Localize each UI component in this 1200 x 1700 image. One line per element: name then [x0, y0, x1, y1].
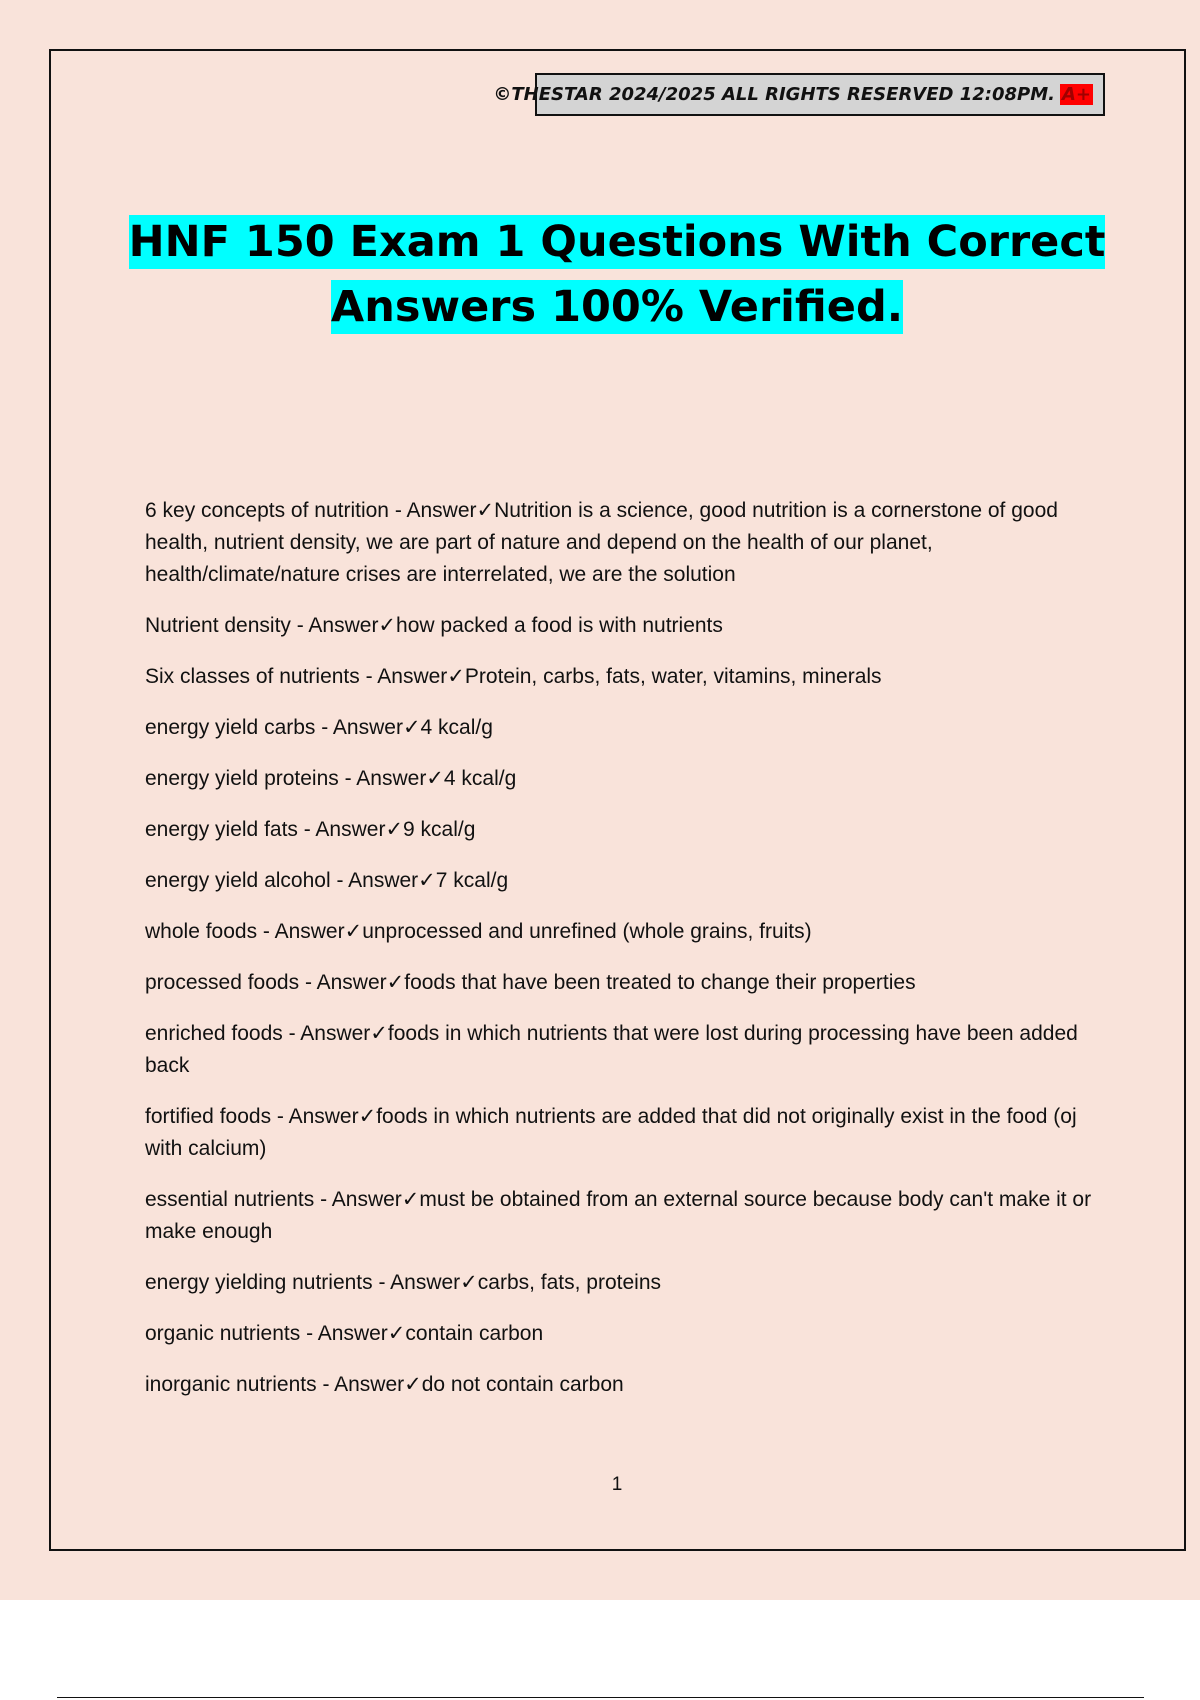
qa-answer: Nutrition is a science, good nutrition is a cornerstone of good health, nutrient density, we are part of nature and depend on the health of our planet, health/climate/nature crises are interrelated, we are the solution [145, 499, 1058, 586]
qa-answer: foods that have been treated to change their properties [404, 971, 916, 994]
qa-answer: must be obtained from an external source because body can't make it or make enough [145, 1188, 1092, 1243]
answer-marker: - Answer✓ [257, 920, 363, 943]
qa-answer: Protein, carbs, fats, water, vitamins, minerals [464, 665, 882, 688]
qa-term: whole foods [145, 920, 258, 943]
qa-item [145, 610, 1095, 642]
qa-term: energy yielding nutrients [145, 1271, 373, 1294]
qa-answer: unprocessed and unrefined (whole grains, fruits) [362, 920, 812, 943]
answer-marker: - Answer✓ [388, 499, 495, 522]
qa-item [145, 1018, 1095, 1082]
answer-marker: - Answer✓ [330, 869, 436, 892]
qa-term: energy yield carbs [145, 716, 316, 739]
answer-marker: - Answer✓ [316, 1373, 422, 1396]
qa-term: Nutrient density [145, 614, 291, 637]
qa-item [145, 967, 1095, 999]
qa-term: fortified foods [145, 1105, 272, 1128]
qa-term: Six classes of nutrients [145, 665, 360, 688]
qa-term: energy yield fats [145, 818, 298, 841]
next-page-top-rule [57, 1697, 1144, 1698]
qa-item [145, 661, 1095, 693]
qa-list [145, 495, 1095, 1420]
qa-term: enriched foods [145, 1022, 283, 1045]
qa-answer: carbs, fats, proteins [477, 1271, 662, 1294]
page-number: 1 [611, 1474, 623, 1495]
qa-item [145, 916, 1095, 948]
answer-marker: - Answer✓ [299, 971, 405, 994]
answer-marker: - Answer✓ [338, 767, 444, 790]
qa-answer: do not contain carbon [421, 1373, 624, 1396]
qa-answer: foods in which nutrients are added that did not originally exist in the food (oj with calcium) [145, 1105, 1077, 1160]
qa-term: processed foods [145, 971, 300, 994]
qa-item [145, 814, 1095, 846]
qa-answer: 4 kcal/g [420, 716, 493, 739]
qa-item [145, 763, 1095, 795]
document-title [100, 210, 1134, 340]
qa-term: energy yield alcohol [145, 869, 331, 892]
qa-item [145, 1101, 1095, 1165]
copyright-text: ©THESTAR 2024/2025 ALL RIGHTS RESERVED 12:08PM. [493, 84, 1055, 105]
answer-marker: - Answer✓ [300, 1322, 406, 1345]
qa-item [145, 1318, 1095, 1350]
qa-item [145, 865, 1095, 897]
grade-badge: A+ [1061, 84, 1091, 105]
copyright-banner [493, 73, 1105, 116]
qa-item [145, 495, 1095, 591]
qa-item [145, 1267, 1095, 1299]
answer-marker: - Answer✓ [282, 1022, 388, 1045]
title-line-1: HNF 150 Exam 1 Questions With Correct [128, 217, 1106, 267]
answer-marker: - Answer✓ [290, 614, 397, 637]
qa-item [145, 712, 1095, 744]
answer-marker: - Answer✓ [297, 818, 404, 841]
answer-marker: - Answer✓ [271, 1105, 377, 1128]
qa-answer: 7 kcal/g [435, 869, 509, 892]
answer-marker: - Answer✓ [314, 1188, 420, 1211]
qa-answer: 9 kcal/g [403, 818, 476, 841]
qa-answer: how packed a food is with nutrients [396, 614, 723, 637]
qa-term: inorganic nutrients [145, 1373, 317, 1396]
qa-answer: contain carbon [405, 1322, 544, 1345]
qa-item [145, 1369, 1095, 1401]
answer-marker: - Answer✓ [315, 716, 421, 739]
qa-item [145, 1184, 1095, 1248]
qa-answer: foods in which nutrients that were lost during processing have been added back [145, 1022, 1078, 1077]
answer-marker: - Answer✓ [359, 665, 465, 688]
qa-term: 6 key concepts of nutrition [145, 499, 389, 522]
qa-answer: 4 kcal/g [443, 767, 517, 790]
qa-term: essential nutrients [145, 1188, 315, 1211]
answer-marker: - Answer✓ [372, 1271, 478, 1294]
qa-term: organic nutrients [145, 1322, 301, 1345]
qa-term: energy yield proteins [145, 767, 339, 790]
title-line-2: Answers 100% Verified. [330, 282, 904, 332]
